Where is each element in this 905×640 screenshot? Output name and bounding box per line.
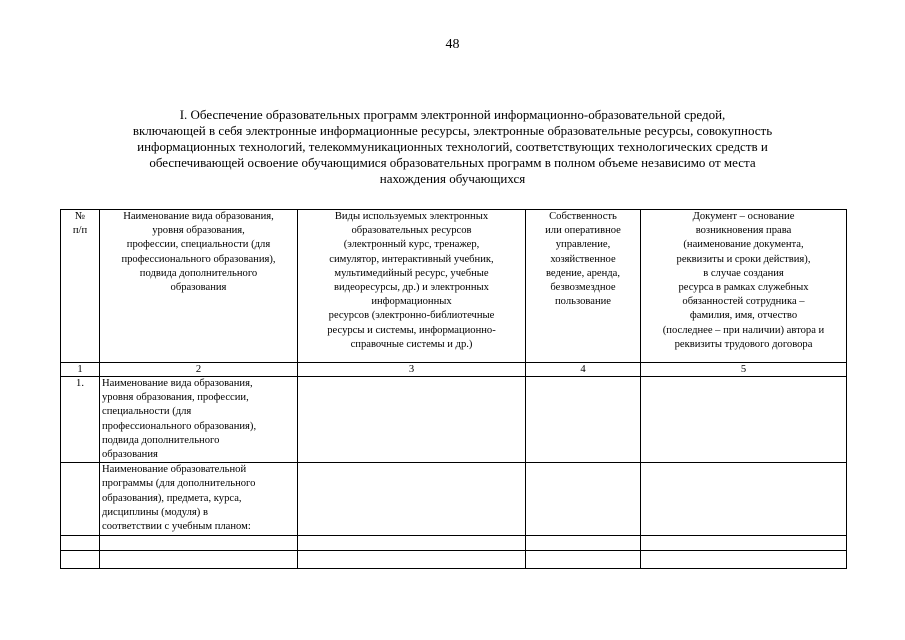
header-cell-resources: Виды используемых электронных образовательных ресурсов (электронный курс, тренажер, симулятор, интерактивный учебник, мультимедийный ресурс, учебные видеоресурсы, др.) и электронных информационных ресурсов (электронно-библиотечные ресурсы и системы, информационно- справочные системы и др.) (298, 210, 526, 363)
empty-cell (100, 536, 298, 551)
empty-cell (298, 463, 526, 536)
empty-cell (641, 536, 847, 551)
empty-cell (100, 551, 298, 569)
resources-table (60, 209, 847, 569)
empty-cell (641, 377, 847, 463)
row-education-cell: Наименование вида образования, уровня образования, профессии, специальности (для профессионального образования), подвида дополнительного образования (100, 377, 298, 463)
table-row (61, 551, 847, 569)
empty-cell (61, 536, 100, 551)
empty-cell (61, 551, 100, 569)
section-title (60, 107, 845, 187)
header-cell-document: Документ – основание возникновения права (наименование документа, реквизиты и сроки действия), в случае создания ресурса в рамках служебных обязанностей сотрудника – фамилия, имя, отчество (последнее – при наличии) автора и реквизиты трудового договора (641, 210, 847, 363)
column-number: 4 (526, 363, 641, 377)
table-row (61, 536, 847, 551)
title-line: обеспечивающей освоение обучающимися образовательных программ в полном объеме независимо от места (149, 155, 756, 170)
title-line: включающей в себя электронные информационные ресурсы, электронные образовательные ресурсы, совокупность (132, 123, 773, 138)
empty-cell (526, 463, 641, 536)
column-number: 2 (100, 363, 298, 377)
table-row (61, 377, 847, 463)
empty-cell (298, 536, 526, 551)
column-number: 3 (298, 363, 526, 377)
empty-cell (526, 551, 641, 569)
row-number: 1. (61, 377, 100, 463)
empty-cell (298, 551, 526, 569)
title-line: I. Обеспечение образовательных программ электронной информационно-образовательной средой, (179, 107, 726, 122)
page-number: 48 (445, 37, 460, 52)
column-number-row (61, 363, 847, 377)
row-program-cell: Наименование образовательной программы (для дополнительного образования), предмета, курса, дисциплины (модуля) в соответствии с учебным планом: (100, 463, 298, 536)
column-number: 1 (61, 363, 100, 377)
table-header-row (61, 210, 847, 363)
row-number (61, 463, 100, 536)
table-row (61, 463, 847, 536)
header-cell-education: Наименование вида образования, уровня образования, профессии, специальности (для профессионального образования), подвида дополнительного образования (100, 210, 298, 363)
header-cell-ownership: Собственность или оперативное управление, хозяйственное ведение, аренда, безвозмездное пользование (526, 210, 641, 363)
empty-cell (641, 463, 847, 536)
empty-cell (641, 551, 847, 569)
empty-cell (526, 536, 641, 551)
title-line: информационных технологий, телекоммуникационных технологий, соответствующих технологических средств и (137, 139, 768, 154)
empty-cell (298, 377, 526, 463)
title-line: нахождения обучающихся (379, 171, 526, 186)
column-number: 5 (641, 363, 847, 377)
header-cell-number: № п/п (61, 210, 100, 363)
empty-cell (526, 377, 641, 463)
